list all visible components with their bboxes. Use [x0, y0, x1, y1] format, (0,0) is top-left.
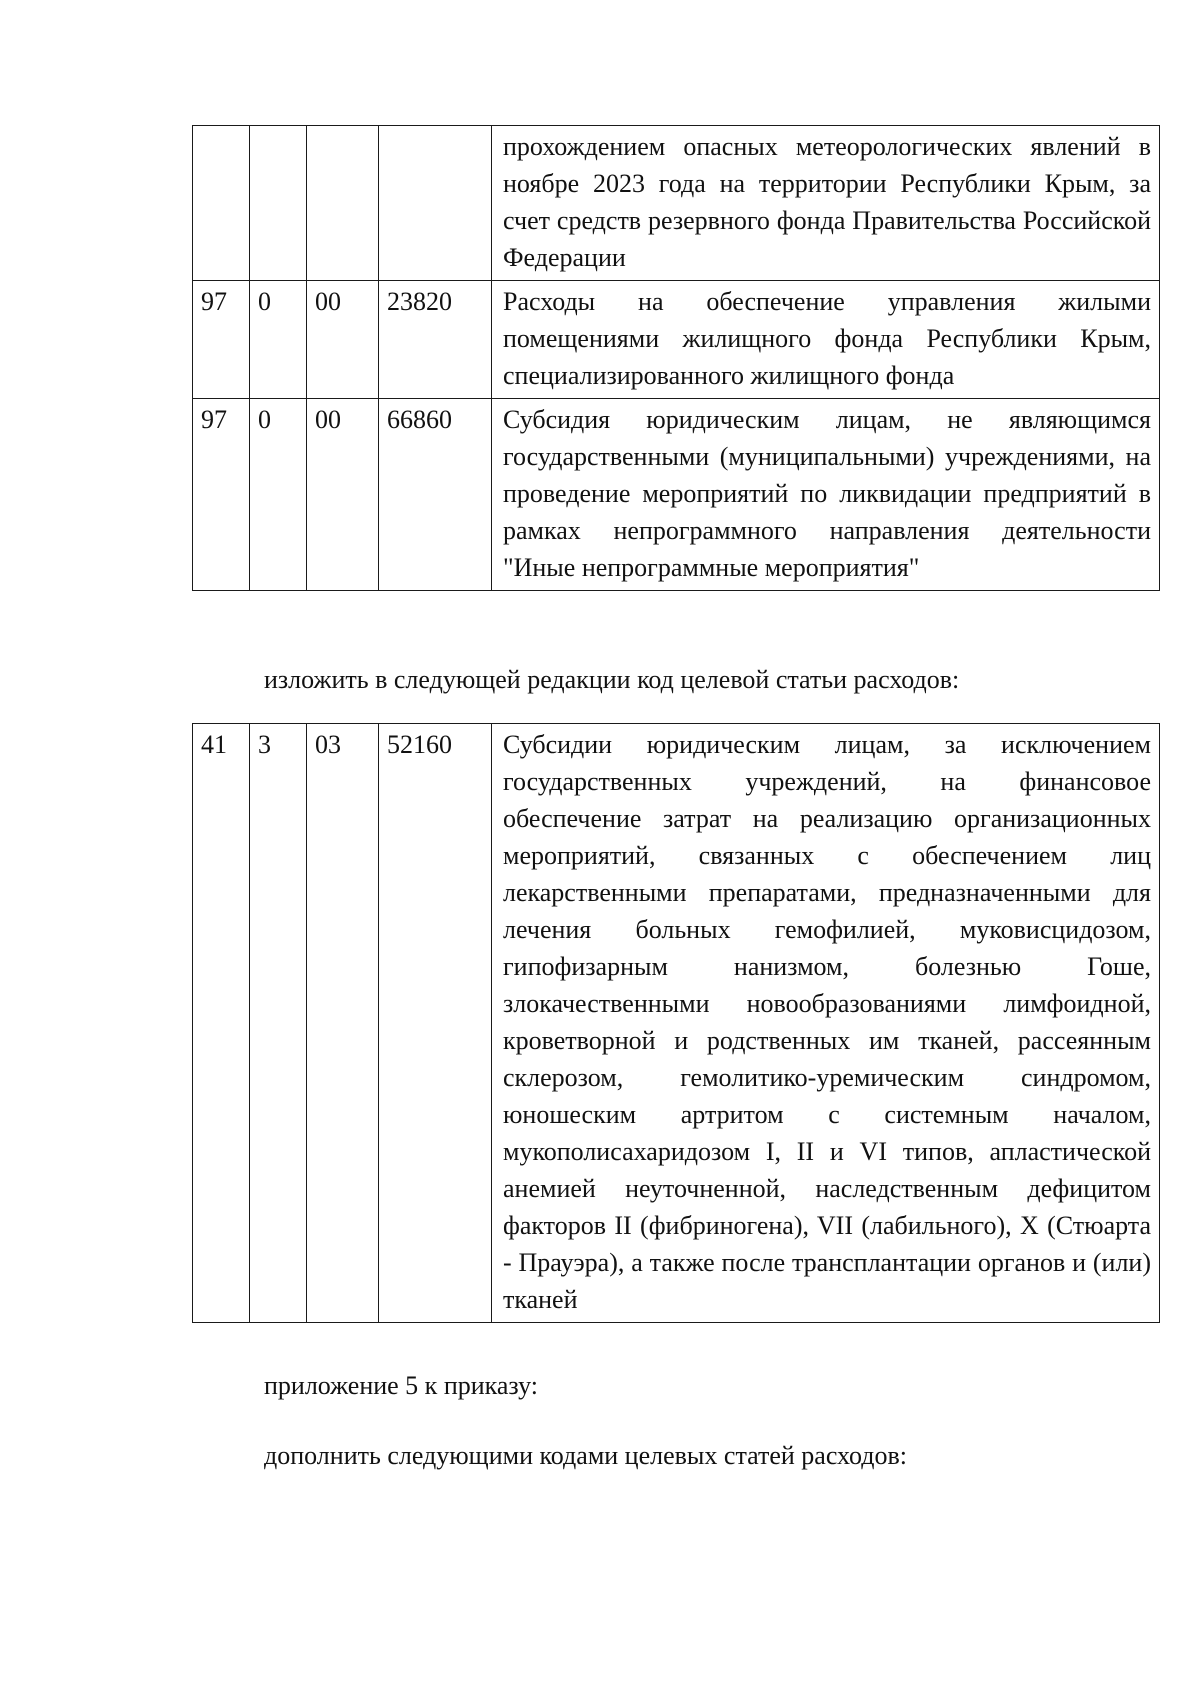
- activity-code-cell: 03: [307, 724, 379, 1323]
- table-row: [193, 281, 1160, 399]
- table-row: [193, 724, 1160, 1323]
- direction-code-cell: 52160: [379, 724, 492, 1323]
- subprogram-code-cell: 3: [250, 724, 307, 1323]
- activity-code-cell: 00: [307, 399, 379, 591]
- activity-code-cell: 00: [307, 281, 379, 399]
- program-code-cell: 41: [193, 724, 250, 1323]
- subprogram-code-cell: 0: [250, 399, 307, 591]
- direction-code-cell: 23820: [379, 281, 492, 399]
- subprogram-code-cell: [250, 126, 307, 281]
- direction-code-cell: 66860: [379, 399, 492, 591]
- subprogram-code-cell: 0: [250, 281, 307, 399]
- budget-codes-table-revised: [192, 723, 1160, 1323]
- program-code-cell: [193, 126, 250, 281]
- program-code-cell: 97: [193, 399, 250, 591]
- description-cell: прохождением опасных метеорологических явлений в ноябре 2023 года на территории Республики Крым, за счет средств резервного фонда Правительства Российской Федерации: [492, 126, 1160, 281]
- instruction-paragraph: дополнить следующими кодами целевых статей расходов:: [264, 1441, 908, 1470]
- budget-codes-table-continued: [192, 125, 1160, 591]
- description-cell: Расходы на обеспечение управления жилыми помещениями жилищного фонда Республики Крым, специализированного жилищного фонда: [492, 281, 1160, 399]
- activity-code-cell: [307, 126, 379, 281]
- direction-code-cell: [379, 126, 492, 281]
- instruction-paragraph: изложить в следующей редакции код целевой статьи расходов:: [264, 665, 960, 694]
- description-cell: Субсидия юридическим лицам, не являющимся государственными (муниципальными) учреждениями, на проведение мероприятий по ликвидации предприятий в рамках непрограммного направления деятельности "Иные непрограммные мероприятия": [492, 399, 1160, 591]
- appendix-heading: приложение 5 к приказу:: [264, 1371, 539, 1400]
- description-cell: Субсидии юридическим лицам, за исключением государственных учреждений, на финансовое обеспечение затрат на реализацию организационных мероприятий, связанных с обеспечением лиц лекарственными препаратами, предназначенными для лечения больных гемофилией, муковисцидозом, гипофизарным нанизмом, болезнью Гоше, злокачественными новообразованиями лимфоидной, кроветворной и родственных им тканей, рассеянным склерозом, гемолитико-уремическим синдромом, юношеским артритом с системным началом, мукополисахаридозом I, II и VI типов, апластической анемией неуточненной, наследственным дефицитом факторов II (фибриногена), VII (лабильного), X (Стюарта - Прауэра), а также после трансплантации органов и (или) тканей: [492, 724, 1160, 1323]
- program-code-cell: 97: [193, 281, 250, 399]
- table-row: [193, 399, 1160, 591]
- table-row: [193, 126, 1160, 281]
